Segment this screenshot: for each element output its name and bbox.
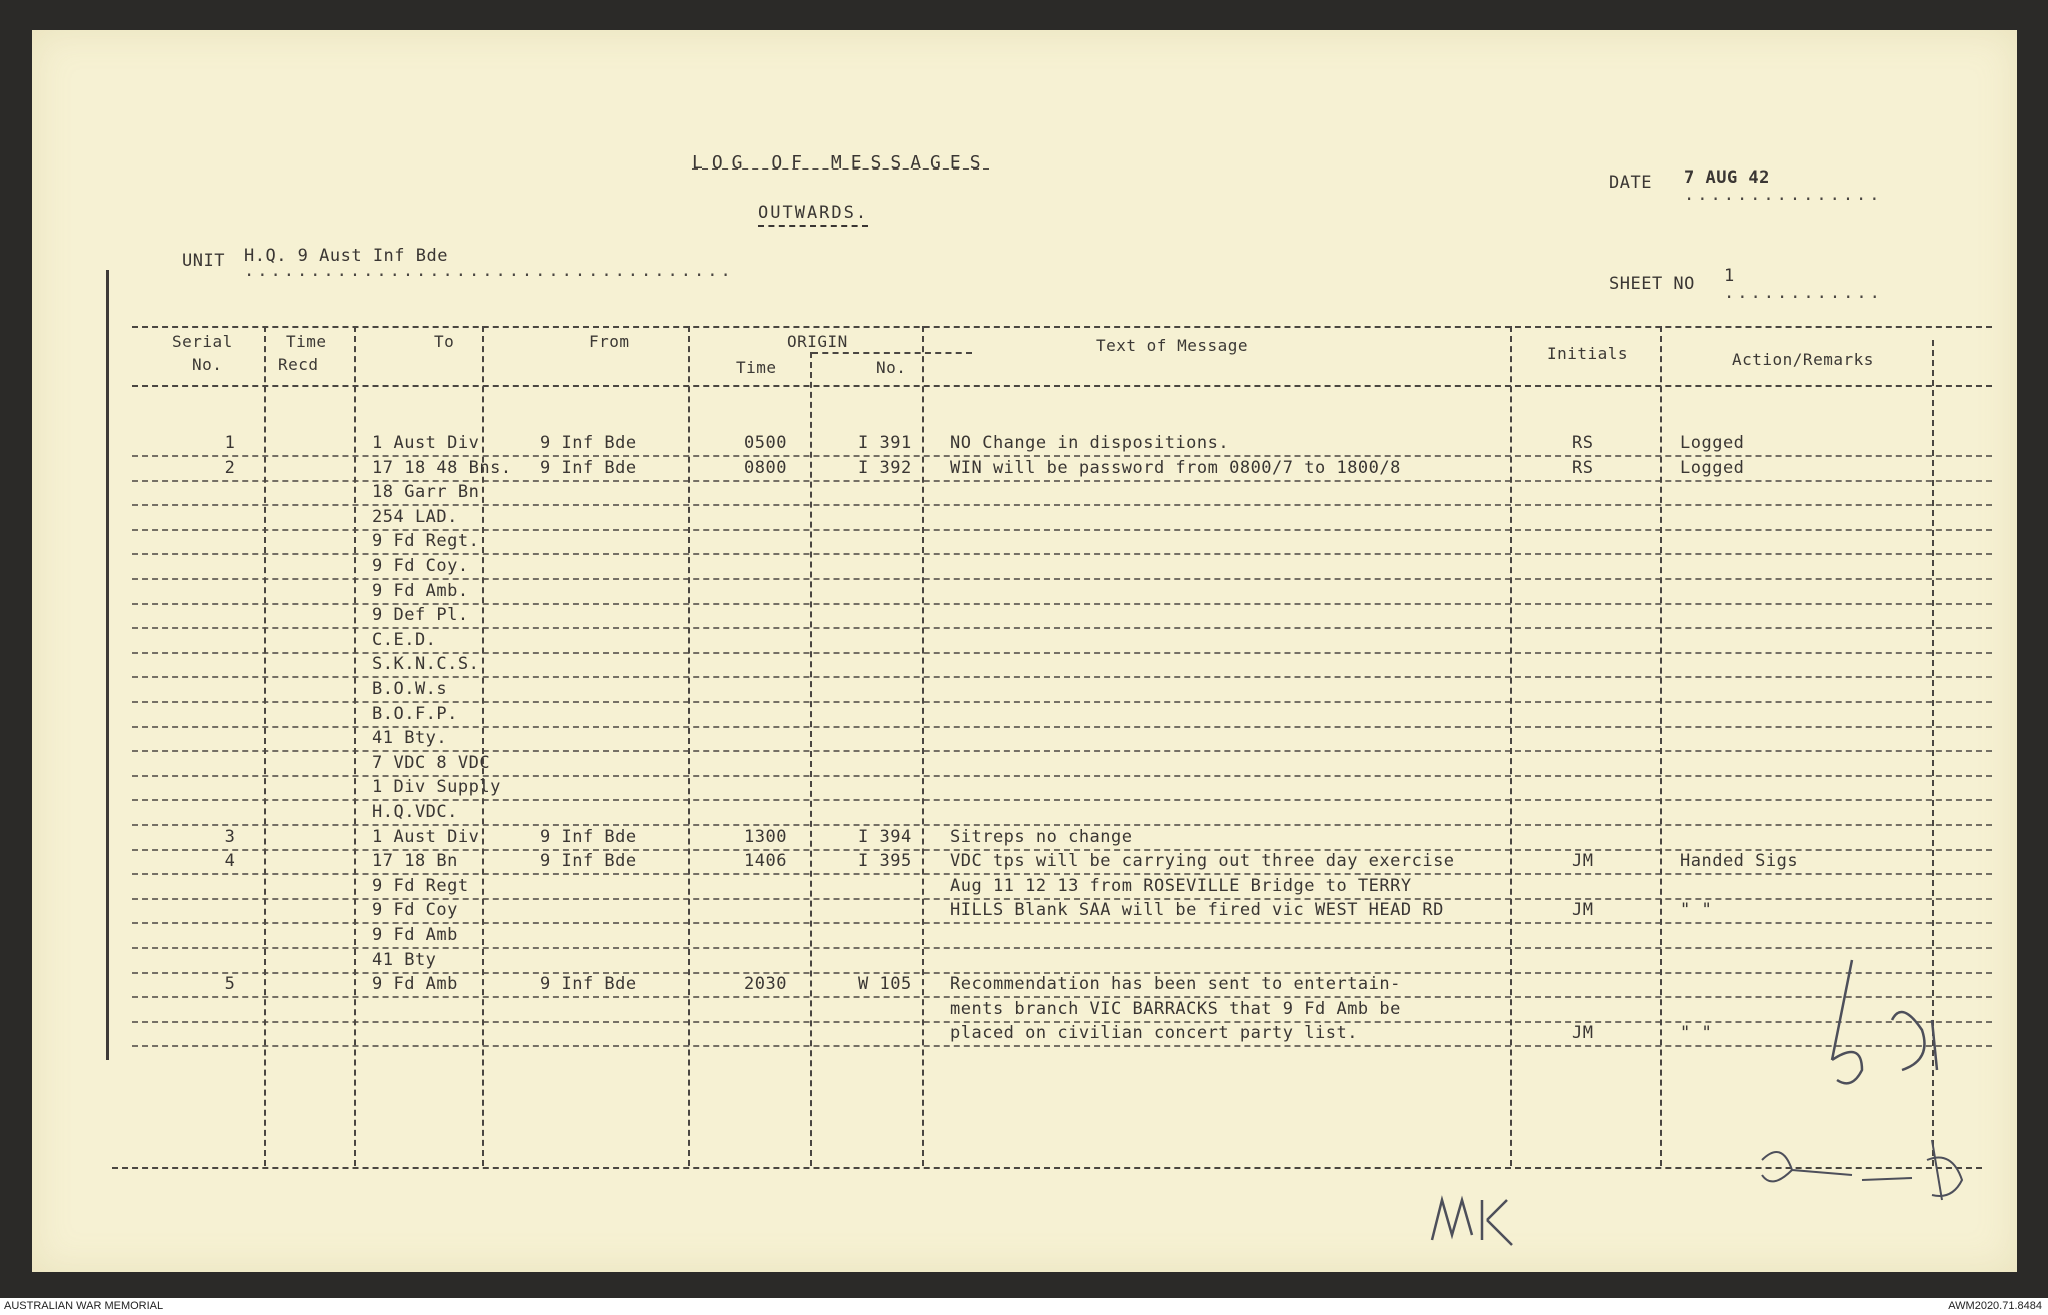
footer-right-text: AWM2020.71.8484 [1948, 1300, 2042, 1312]
cell-to: 9 Fd Amb [372, 974, 458, 995]
cell-initials: JM [1572, 1023, 1594, 1044]
cell-to: 9 Fd Regt. [372, 531, 480, 552]
page-subtitle: OUTWARDS. [758, 203, 868, 227]
col-header-time: Time [286, 332, 327, 351]
cell-text: HILLS Blank SAA will be fired vic WEST HEAD RD [950, 900, 1444, 921]
cell-to: B.O.F.P. [372, 703, 458, 724]
cell-no: I 392 [858, 457, 912, 478]
cell-action: " " [1680, 900, 1713, 921]
cell-to: 9 Fd Coy [372, 900, 458, 921]
cell-time: 2030 [744, 974, 787, 995]
cell-to: 254 LAD. [372, 506, 458, 527]
cell-to: 1 Aust Div [372, 433, 480, 453]
cell-text: WIN will be password from 0800/7 to 1800/8 [950, 457, 1401, 478]
cell-to: 17 18 Bn [372, 851, 458, 872]
col-rule-6 [922, 326, 924, 1166]
col-rule-1 [264, 326, 266, 1166]
col-header-origin-no: No. [876, 358, 907, 377]
cell-to: 18 Garr Bn [372, 482, 480, 503]
cell-from: 9 Inf Bde [540, 826, 637, 847]
cell-to: H.Q.VDC. [372, 802, 458, 822]
cell-time: 0800 [744, 457, 787, 478]
cell-no: I 391 [858, 433, 912, 453]
col-rule-3 [482, 326, 484, 1166]
cell-to: 7 VDC 8 VDC [372, 752, 491, 773]
cell-text: Recommendation has been sent to entertain- [950, 974, 1401, 995]
cell-no: W 105 [858, 974, 912, 995]
cell-action: Logged [1680, 457, 1745, 478]
cell-text: VDC tps will be carrying out three day exercise [950, 851, 1455, 872]
col-rule-2 [354, 326, 356, 1166]
table-top-rule [132, 326, 1992, 328]
cell-initials: RS [1572, 457, 1594, 478]
origin-rule [812, 352, 972, 354]
cell-initials: JM [1572, 851, 1594, 872]
cell-serial: 1 [224, 433, 236, 453]
cell-to: 9 Fd Regt [372, 875, 469, 896]
cell-serial: 5 [224, 974, 236, 995]
date-label: DATE [1609, 173, 1652, 193]
cell-to: C.E.D. [372, 629, 437, 650]
cell-text: Sitreps no change [950, 826, 1133, 847]
col-header-origin-time: Time [736, 358, 777, 377]
date-dots: ............... [1684, 185, 1883, 205]
footer-strip [0, 1298, 2048, 1315]
unit-value: H.Q. 9 Aust Inf Bde [244, 246, 448, 266]
cell-from: 9 Inf Bde [540, 433, 637, 453]
col-header-origin: ORIGIN [787, 332, 848, 351]
cell-text: placed on civilian concert party list. [950, 1023, 1358, 1044]
col-header-to: To [434, 332, 455, 351]
unit-dots: ..................................... [244, 261, 734, 281]
col-header-serial-no: No. [192, 355, 223, 374]
cell-serial: 2 [224, 457, 236, 478]
cell-text: Aug 11 12 13 from ROSEVILLE Bridge to TERRY [950, 875, 1412, 896]
cell-no: I 394 [858, 826, 912, 847]
footer-left-text: AUSTRALIAN WAR MEMORIAL [4, 1300, 164, 1312]
handwritten-initials-mk [1427, 1180, 1527, 1260]
col-header-serial: Serial [172, 332, 233, 351]
cell-from: 9 Inf Bde [540, 851, 637, 872]
page-title: LOG OF MESSAGES [692, 152, 990, 173]
cell-to: 1 Div Supply [372, 777, 501, 798]
document-page [32, 30, 2017, 1272]
sheet-value: 1 [1724, 266, 1735, 286]
header-bottom-rule [132, 385, 1992, 387]
left-margin-rule [106, 270, 109, 1060]
unit-label: UNIT [182, 251, 225, 271]
cell-to: 1 Aust Div [372, 826, 480, 847]
cell-text: NO Change in dispositions. [950, 433, 1230, 453]
cell-action: " " [1680, 1023, 1713, 1044]
cell-to: 9 Def Pl. [372, 605, 469, 626]
cell-time: 1406 [744, 851, 787, 872]
cell-initials: JM [1572, 900, 1594, 921]
cell-text: ments branch VIC BARRACKS that 9 Fd Amb be [950, 998, 1401, 1019]
cell-initials: RS [1572, 433, 1594, 453]
cell-to: 9 Fd Amb. [372, 580, 469, 601]
date-value: 7 AUG 42 [1684, 168, 1770, 188]
col-header-text: Text of Message [1096, 336, 1248, 355]
col-rule-5 [810, 352, 812, 1166]
cell-to: 41 Bty [372, 949, 437, 970]
sheet-dots: ............ [1724, 283, 1883, 303]
cell-from: 9 Inf Bde [540, 974, 637, 995]
cell-to: 41 Bty. [372, 728, 448, 749]
cell-time: 1300 [744, 826, 787, 847]
cell-action: Logged [1680, 433, 1745, 453]
cell-to: S.K.N.C.S. [372, 654, 480, 675]
cell-to: 9 Fd Amb [372, 925, 458, 945]
col-rule-4 [688, 326, 690, 1166]
sheet-label: SHEET NO [1609, 274, 1695, 294]
cell-no: I 395 [858, 851, 912, 872]
col-header-initials: Initials [1547, 344, 1629, 363]
cell-time: 0500 [744, 433, 787, 453]
cell-from: 9 Inf Bde [540, 457, 637, 478]
col-header-from: From [589, 332, 630, 351]
cell-to: 17 18 48 Bns. [372, 457, 512, 478]
cell-serial: 3 [224, 826, 236, 847]
col-header-action: Action/Remarks [1732, 350, 1874, 369]
cell-action: Handed Sigs [1680, 851, 1799, 872]
cell-to: B.O.W.s [372, 679, 448, 699]
cell-to: 9 Fd Coy. [372, 556, 469, 576]
cell-serial: 4 [224, 851, 236, 872]
col-header-time-recd: Recd [278, 355, 319, 374]
